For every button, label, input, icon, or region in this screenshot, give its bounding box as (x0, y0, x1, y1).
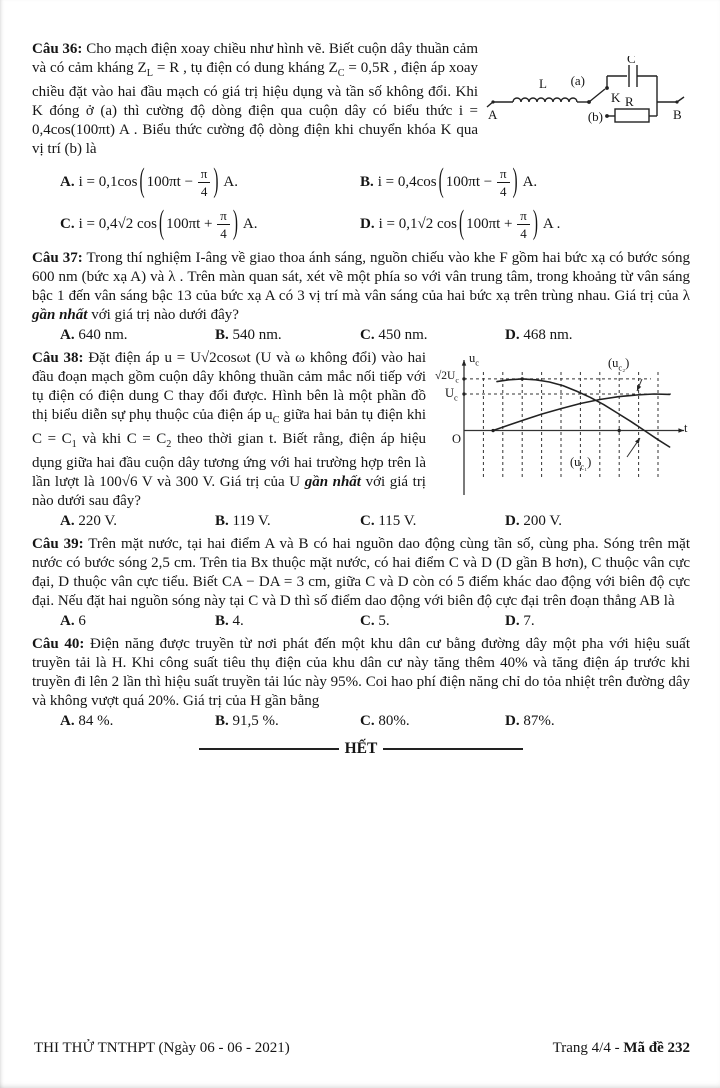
question-40 (32, 635, 690, 731)
circuit-label-A: A (488, 107, 498, 122)
footer-page-info: Trang 4/4 - Mã đề 232 (552, 1040, 690, 1056)
option-40-B: B. 91,5 %. (215, 713, 279, 729)
divider-line-right (383, 748, 523, 750)
circuit-label-B: B (673, 107, 682, 122)
option-39-D: D. 7. (505, 613, 535, 629)
question-40-options (32, 712, 690, 731)
question-38 (32, 349, 690, 531)
option-36-A-formula: i = 0,1cos ( 100πt − $\frac{\pi}{4}$ ) A. (78, 162, 238, 201)
option-36-A: A. i = 0,1cos ( 100πt − $\frac{\pi}{4}$ ) A. (60, 162, 238, 201)
question-39 (32, 535, 690, 631)
question-37 (32, 249, 690, 345)
question-39-options (32, 612, 690, 631)
question-38-options (32, 512, 690, 531)
footer-exam-info: THI THỬ TNTHPT (Ngày 06 - 06 - 2021) (34, 1040, 290, 1056)
option-36-C-formula: i = 0,4√2 cos ( 100πt + $\frac{\pi}{4}$ ) A. (78, 204, 258, 243)
option-36-B: B. i = 0,4cos ( 100πt − $\frac{\pi}{4}$ ) A. (360, 162, 538, 201)
option-38-C: C. 115 V. (360, 513, 417, 529)
circuit-label-L: L (539, 76, 547, 91)
question-36-number: Câu 36: (32, 41, 83, 57)
option-38-B: B. 119 V. (215, 513, 271, 529)
divider-line-left (199, 748, 339, 750)
end-marker: HẾT (344, 740, 378, 757)
question-37-body: Trong thí nghiệm I-âng về giao thoa ánh sáng, nguồn chiếu vào khe F gồm hai bức xạ có bước sóng 600 nm (bức xạ A) và λ . Trên màn quan sát, xét về một phía so với vân trung tâm, trong khoảng từ vân sáng bậc 1 đến vân sáng bậc 13 của bức xạ A có 3 vị trí mà vân sáng của hai bức xạ trên trùng nhau. Giá trị của λ gần nhất với giá trị nào dưới đây? (32, 250, 691, 323)
uc-graph (435, 351, 690, 497)
graph-origin: O (452, 432, 462, 446)
option-39-A: A. 6 (60, 613, 86, 629)
question-40-number: Câu 40: (32, 636, 85, 652)
circuit-label-R: R (625, 94, 634, 109)
question-39-number: Câu 39: (32, 536, 84, 552)
option-40-A: A. 84 %. (60, 713, 114, 729)
question-38-number: Câu 38: (32, 350, 84, 366)
question-37-number: Câu 37: (32, 250, 83, 266)
option-38-D: D. 200 V. (505, 513, 562, 529)
question-37-text (32, 249, 690, 325)
option-37-D: D. 468 nm. (505, 327, 573, 343)
footer-exam-code: Mã đề 232 (623, 1040, 690, 1056)
option-37-C: C. 450 nm. (360, 327, 428, 343)
circuit-svg (485, 56, 690, 146)
question-36-options (32, 161, 690, 245)
question-39-text (32, 535, 690, 611)
option-36-B-formula: i = 0,4cos ( 100πt − $\frac{\pi}{4}$ ) A. (377, 162, 538, 201)
graph-xlabel: t (684, 421, 688, 435)
question-37-options (32, 326, 690, 345)
circuit-label-K: K (611, 90, 621, 105)
question-40-body: Điện năng được truyền từ nơi phát đến một khu dân cư bằng đường dây một pha với hiệu suất truyền tải là H. Khi công suất tiêu thụ điện của khu dân cư này tăng thêm 40% và tăng điện áp trước khi truyền đi lên 2 lần thì hiệu suất truyền tải lúc này 95%. Coi hao phí điện năng chỉ do tỏa nhiệt trên đường dây và không vượt quá 20%. Giá trị của H gần bằng (32, 636, 691, 709)
question-36-body: Cho mạch điện xoay chiều như hình vẽ. Biết cuộn dây thuần cảm và có cảm kháng $Z_L = R$ , tụ điện có dung kháng $Z_C = 0,5R$ , điện áp xoay chiều đặt vào hai đầu mạch có giá trị hiệu dụng và tần số không đổi. Khi K đóng ở (a) thì cường độ dòng điện qua cuộn dây có biểu thức i = 0,4cos(100πt) A . Biểu thức cường độ dòng điện khi chuyển khóa K qua vị trí (b) là (32, 41, 479, 157)
option-40-C: C. 80%. (360, 713, 410, 729)
page-footer (34, 1039, 690, 1058)
circuit-label-b: (b) (587, 109, 603, 124)
option-38-A: A. 220 V. (60, 513, 117, 529)
uc-graph-plot (438, 355, 690, 497)
circuit-diagram (485, 56, 690, 146)
question-38-body: Đặt điện áp u = U√2cosωt (U và ω không đổi) vào hai đầu đoạn mạch gồm cuộn dây không thuần cảm mắc nối tiếp với tụ điện có điện dung C thay đổi được. Hình bên là một phần đồ thị biểu diễn sự phụ thuộc của điện áp $u_C$ giữa hai bản tụ điện khi $C = C_1$ và khi $C = C_2$ theo thời gian t. Biết rằng, điện áp hiệu dụng giữa hai đầu cuộn dây tương ứng với hai trường hợp trên là lần lượt là 100√6 V và 300 V. Giá trị của U gần nhất với giá trị nào dưới sau đây? (32, 350, 426, 509)
question-39-body: Trên mặt nước, tại hai điểm A và B có hai nguồn dao động cùng tần số, cùng pha. Sóng trên mặt nước có bước sóng 2,5 cm. Trên tia Bx thuộc mặt nước, có hai điểm C và D (D gần B hơn), C thuộc vân cực đại, D thuộc vân cực tiểu. Biết CA − DA = 3 cm, giữa C và D còn có 5 điểm khác dao động với biên độ cực đại. Nếu đặt hai nguồn sóng này tại C và D thì số điểm dao động với biên độ cực đại trên đoạn thẳng AB là (32, 536, 691, 609)
circuit-label-a: (a) (570, 73, 585, 88)
option-37-B: B. 540 nm. (215, 327, 282, 343)
question-36 (32, 40, 690, 245)
option-36-D-formula: i = 0,1√2 cos ( 100πt + $\frac{\pi}{4}$ ) A . (378, 204, 561, 243)
option-37-A: A. 640 nm. (60, 327, 128, 343)
option-40-D: D. 87%. (505, 713, 555, 729)
graph-ytick-uc: $U_c$ (445, 386, 458, 403)
graph-ylabel: $u_c$ (469, 351, 480, 368)
option-36-D: D. i = 0,1√2 cos ( 100πt + $\frac{\pi}{4}$ ) A . (360, 204, 561, 243)
graph-annotation-uc2: $(u_{c_2})$ (608, 356, 630, 373)
question-40-text (32, 635, 690, 711)
option-39-C: C. 5. (360, 613, 390, 629)
option-36-C: C. i = 0,4√2 cos ( 100πt + $\frac{\pi}{4}$ ) A. (60, 204, 258, 243)
option-39-B: B. 4. (215, 613, 244, 629)
circuit-label-C: C (627, 56, 636, 66)
graph-ytick-sqrt2uc: $√2U_c$ (435, 370, 459, 385)
end-of-exam-divider (32, 739, 690, 758)
graph-annotation-uc1: $(u_{c_1})$ (570, 455, 592, 472)
